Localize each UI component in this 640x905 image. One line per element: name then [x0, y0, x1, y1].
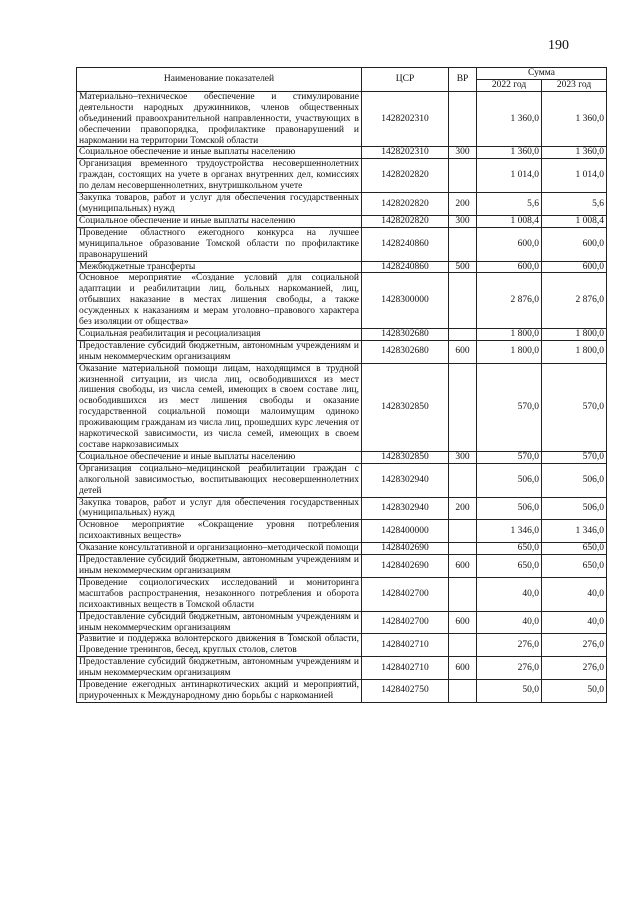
table-row — [77, 555, 607, 578]
row-sum-2023: 1 360,0 — [542, 91, 607, 147]
row-sum-2023: 1 360,0 — [542, 147, 607, 159]
row-name: Основное мероприятие «Сокращение уровня потребления психоактивных веществ» — [77, 520, 362, 543]
row-name: Проведение областного ежегодного конкурса на лучшее муниципальное образование Томской области по профилактике правонарушений — [77, 227, 362, 261]
row-vr — [449, 634, 477, 657]
row-name: Предоставление субсидий бюджетным, автономным учреждениям и иным некоммерческим организациям — [77, 657, 362, 680]
row-name: Организация социально–медицинской реабилитации граждан с алкогольной зависимостью, воспитывающих несовершеннолетних детей — [77, 463, 362, 497]
table-row — [77, 451, 607, 463]
row-sum-2022: 1 346,0 — [477, 520, 542, 543]
header-vr: ВР — [449, 68, 477, 92]
row-csr: 1428402700 — [362, 611, 449, 634]
row-sum-2023: 650,0 — [542, 543, 607, 555]
row-vr — [449, 273, 477, 329]
table-row — [77, 193, 607, 216]
row-sum-2022: 1 800,0 — [477, 340, 542, 363]
header-name: Наименование показателей — [77, 68, 362, 92]
row-sum-2023: 2 876,0 — [542, 273, 607, 329]
row-sum-2022: 1 014,0 — [477, 159, 542, 193]
table-row — [77, 261, 607, 273]
header-year-2023: 2023 год — [542, 80, 607, 92]
row-csr: 1428302940 — [362, 497, 449, 520]
row-csr: 1428240860 — [362, 261, 449, 273]
row-name: Материально–техническое обеспечение и стимулирование деятельности народных дружинников, членов общественных объединений правоохранительной направленности, участвующих в обеспечении правопорядка, профилактике правонарушений и наркомании на территории Томской области — [77, 91, 362, 147]
table-row — [77, 520, 607, 543]
row-csr: 1428202820 — [362, 159, 449, 193]
row-csr: 1428402690 — [362, 555, 449, 578]
row-sum-2023: 1 008,4 — [542, 215, 607, 227]
header-year-2022: 2022 год — [477, 80, 542, 92]
row-sum-2022: 650,0 — [477, 555, 542, 578]
table-row — [77, 340, 607, 363]
page-number: 190 — [548, 38, 569, 53]
table-row — [77, 363, 607, 451]
row-sum-2023: 40,0 — [542, 577, 607, 611]
row-sum-2023: 506,0 — [542, 497, 607, 520]
row-sum-2022: 650,0 — [477, 543, 542, 555]
row-vr — [449, 463, 477, 497]
table-row — [77, 577, 607, 611]
row-csr: 1428402710 — [362, 634, 449, 657]
row-vr: 300 — [449, 215, 477, 227]
row-vr — [449, 328, 477, 340]
row-name: Социальная реабилитация и ресоциализация — [77, 328, 362, 340]
row-name: Проведение ежегодных антинаркотических акций и мероприятий, приуроченных к Международному дню борьбы с наркоманией — [77, 680, 362, 703]
row-csr: 1428402700 — [362, 577, 449, 611]
row-vr — [449, 577, 477, 611]
row-vr: 200 — [449, 193, 477, 216]
table-row — [77, 657, 607, 680]
table-row — [77, 227, 607, 261]
row-name: Межбюджетные трансферты — [77, 261, 362, 273]
row-vr — [449, 363, 477, 451]
row-vr — [449, 91, 477, 147]
row-name: Проведение социологических исследований и мониторинга масштабов распространения, незаконного потребления и оборота психоактивных веществ в Томской области — [77, 577, 362, 611]
row-sum-2023: 650,0 — [542, 555, 607, 578]
row-sum-2022: 570,0 — [477, 451, 542, 463]
row-csr: 1428302850 — [362, 451, 449, 463]
row-sum-2023: 1 800,0 — [542, 328, 607, 340]
budget-table — [76, 67, 607, 703]
row-csr: 1428302850 — [362, 363, 449, 451]
row-sum-2022: 5,6 — [477, 193, 542, 216]
table-row — [77, 634, 607, 657]
row-sum-2022: 2 876,0 — [477, 273, 542, 329]
table-row — [77, 147, 607, 159]
row-vr — [449, 543, 477, 555]
header-csr: ЦСР — [362, 68, 449, 92]
row-name: Развитие и поддержка волонтерского движения в Томской области, Проведение тренингов, бесед, круглых столов, слетов — [77, 634, 362, 657]
row-sum-2023: 600,0 — [542, 227, 607, 261]
row-sum-2023: 50,0 — [542, 680, 607, 703]
row-csr: 1428402710 — [362, 657, 449, 680]
table-row — [77, 543, 607, 555]
row-csr: 1428302940 — [362, 463, 449, 497]
row-vr: 600 — [449, 657, 477, 680]
row-name: Предоставление субсидий бюджетным, автономным учреждениям и иным некоммерческим организациям — [77, 611, 362, 634]
row-sum-2023: 40,0 — [542, 611, 607, 634]
row-sum-2023: 1 346,0 — [542, 520, 607, 543]
row-name: Предоставление субсидий бюджетным, автономным учреждениям и иным некоммерческим организациям — [77, 555, 362, 578]
row-csr: 1428202310 — [362, 147, 449, 159]
row-sum-2023: 506,0 — [542, 463, 607, 497]
row-sum-2023: 276,0 — [542, 634, 607, 657]
table-header-row — [77, 68, 607, 80]
row-sum-2022: 570,0 — [477, 363, 542, 451]
row-sum-2023: 1 014,0 — [542, 159, 607, 193]
row-name: Закупка товаров, работ и услуг для обеспечения государственных (муниципальных) нужд — [77, 497, 362, 520]
row-sum-2023: 276,0 — [542, 657, 607, 680]
row-vr — [449, 520, 477, 543]
header-sum: Сумма — [477, 68, 607, 80]
table-row — [77, 91, 607, 147]
row-sum-2022: 506,0 — [477, 497, 542, 520]
row-name: Основное мероприятие «Создание условий для социальной адаптации и реабилитации лиц, больных наркоманией, лиц, отбывших наказание в местах лишения свободы, а также осужденных к наказаниям и мерам уголовно–правового характера без изоляции от общества» — [77, 273, 362, 329]
table-row — [77, 215, 607, 227]
table-row — [77, 497, 607, 520]
row-sum-2022: 1 008,4 — [477, 215, 542, 227]
row-sum-2022: 1 360,0 — [477, 147, 542, 159]
row-csr: 1428400000 — [362, 520, 449, 543]
row-vr: 600 — [449, 555, 477, 578]
row-name: Социальное обеспечение и иные выплаты населению — [77, 215, 362, 227]
row-csr: 1428402690 — [362, 543, 449, 555]
row-sum-2023: 600,0 — [542, 261, 607, 273]
row-sum-2023: 1 800,0 — [542, 340, 607, 363]
row-sum-2022: 506,0 — [477, 463, 542, 497]
row-vr: 200 — [449, 497, 477, 520]
table-row — [77, 159, 607, 193]
row-sum-2022: 40,0 — [477, 577, 542, 611]
table-row — [77, 611, 607, 634]
row-sum-2023: 570,0 — [542, 451, 607, 463]
row-csr: 1428302680 — [362, 328, 449, 340]
row-sum-2022: 1 800,0 — [477, 328, 542, 340]
row-vr: 500 — [449, 261, 477, 273]
row-csr: 1428202820 — [362, 215, 449, 227]
row-csr: 1428202820 — [362, 193, 449, 216]
row-vr: 600 — [449, 611, 477, 634]
row-name: Оказание консультативной и организационно–методической помощи — [77, 543, 362, 555]
row-vr — [449, 680, 477, 703]
row-vr — [449, 159, 477, 193]
row-vr: 300 — [449, 147, 477, 159]
row-sum-2022: 600,0 — [477, 261, 542, 273]
row-csr: 1428300000 — [362, 273, 449, 329]
row-sum-2023: 570,0 — [542, 363, 607, 451]
row-vr: 600 — [449, 340, 477, 363]
row-name: Оказание материальной помощи лицам, находящимся в трудной жизненной ситуации, из числа лиц, освободившихся из мест лишения свободы, из числа семей, имеющих в своем составе лиц, освободившихся из мест лишения свободы и оказание государственной социальной помощи малоимущим одиноко проживающим гражданам из числа лиц, прошедших курс лечения от наркотической зависимости, из числа семей, имеющих в своем составе наркозависимых — [77, 363, 362, 451]
row-sum-2022: 40,0 — [477, 611, 542, 634]
row-name: Социальное обеспечение и иные выплаты населению — [77, 451, 362, 463]
table-row — [77, 273, 607, 329]
table-row — [77, 680, 607, 703]
row-name: Предоставление субсидий бюджетным, автономным учреждениям и иным некоммерческим организациям — [77, 340, 362, 363]
row-csr: 1428402750 — [362, 680, 449, 703]
row-sum-2022: 276,0 — [477, 657, 542, 680]
row-name: Закупка товаров, работ и услуг для обеспечения государственных (муниципальных) нужд — [77, 193, 362, 216]
row-vr: 300 — [449, 451, 477, 463]
row-sum-2023: 5,6 — [542, 193, 607, 216]
row-sum-2022: 600,0 — [477, 227, 542, 261]
row-name: Социальное обеспечение и иные выплаты населению — [77, 147, 362, 159]
table-row — [77, 328, 607, 340]
row-sum-2022: 276,0 — [477, 634, 542, 657]
row-vr — [449, 227, 477, 261]
row-csr: 1428240860 — [362, 227, 449, 261]
row-sum-2022: 1 360,0 — [477, 91, 542, 147]
row-csr: 1428302680 — [362, 340, 449, 363]
table-row — [77, 463, 607, 497]
row-sum-2022: 50,0 — [477, 680, 542, 703]
row-csr: 1428202310 — [362, 91, 449, 147]
row-name: Организация временного трудоустройства несовершеннолетних граждан, состоящих на учете в органах внутренних дел, комиссиях по делам несовершеннолетних, внутришкольном учете — [77, 159, 362, 193]
